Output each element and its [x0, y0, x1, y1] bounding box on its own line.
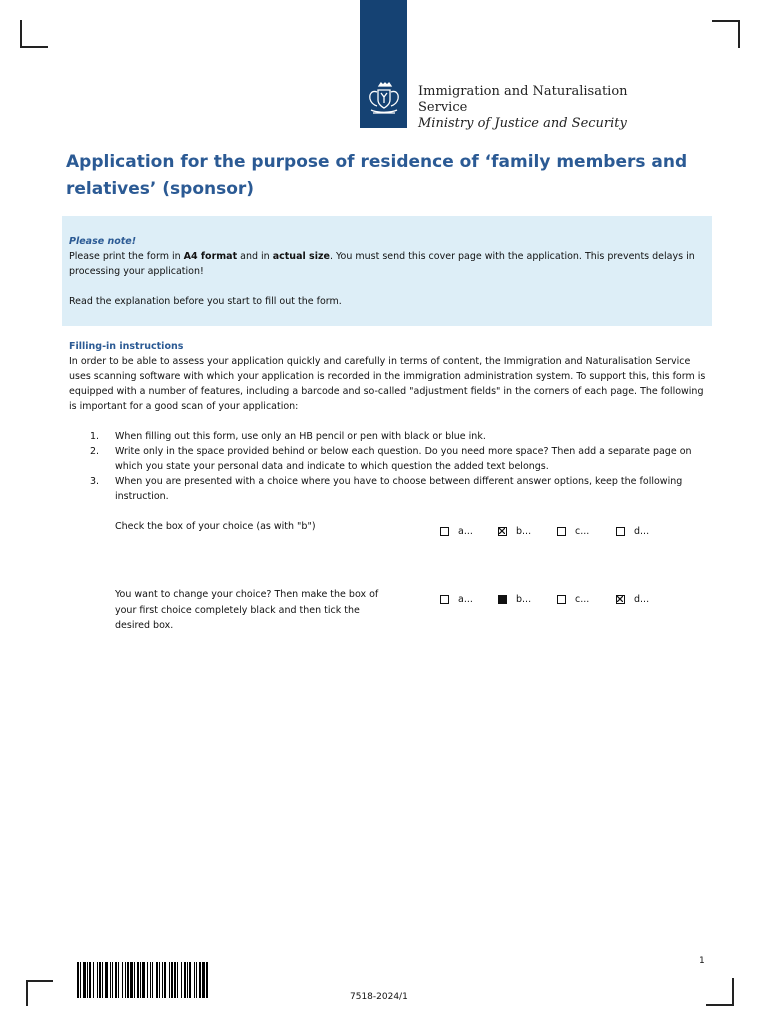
checkbox-icon[interactable] [557, 595, 566, 604]
page-number: 1 [699, 956, 705, 966]
corner-mark-bottom-left [26, 980, 53, 1006]
barcode-icon [77, 962, 282, 998]
corner-mark-bottom-right [706, 978, 734, 1006]
checked-checkbox-icon[interactable] [498, 527, 507, 536]
corner-mark-top-right [712, 20, 740, 48]
choice-option-d[interactable]: d... [616, 594, 649, 605]
checkbox-icon[interactable] [440, 595, 449, 604]
instruction-steps [90, 429, 710, 504]
agency-name-line2: Service [418, 100, 468, 115]
choice-option-c[interactable]: c... [557, 594, 589, 605]
notice-print-instruction: Please print the form in A4 format and in actual size. You must send this cover page with the application. This prevents delays in processing your application! [69, 251, 695, 277]
checkbox-icon[interactable] [557, 527, 566, 536]
notice-box [62, 216, 712, 326]
notice-heading: Please note! [69, 236, 137, 247]
section-heading: Filling-in instructions [69, 341, 184, 352]
filling-instructions [69, 339, 709, 414]
government-logo-bar [360, 0, 407, 128]
blacked-out-checkbox-icon[interactable] [498, 595, 507, 604]
choice-option-c[interactable]: c... [557, 526, 589, 537]
instruction-step: 2. Write only in the space provided behind or below each question. Do you need more space? Then add a separate page on which you state your personal data and indicate to which question the added text belongs. [90, 446, 692, 472]
form-title: Application for the purpose of residence of ‘family members and relatives’ (sponsor) [66, 152, 688, 199]
choice-option-b[interactable]: b... [498, 594, 531, 605]
agency-name-line1: Immigration and Naturalisation [418, 84, 628, 99]
example-check-text: Check the box of your choice (as with "b") [115, 521, 316, 532]
instruction-step: 3. When you are presented with a choice where you have to choose between different answer options, keep the following instruction. [90, 476, 683, 502]
form-code: 7518-2024/1 [350, 992, 408, 1002]
ministry-name: Ministry of Justice and Security [418, 116, 627, 131]
choice-option-d[interactable]: d... [616, 526, 649, 537]
coat-of-arms-icon [362, 80, 405, 118]
instruction-step: 1. When filling out this form, use only an HB pencil or pen with black or blue ink. [90, 431, 486, 442]
corner-mark-top-left [20, 20, 48, 48]
instructions-intro: In order to be able to assess your application quickly and carefully in terms of content, the Immigration and Naturalisation Service uses scanning software with which your application is recorded in the immigration administration system. To support this, this form is equipped with a number of features, including a barcode and so-called "adjustment fields" in the corners of each page. The following is important for a good scan of your application: [69, 356, 706, 412]
choice-option-b[interactable]: b... [498, 526, 531, 537]
choice-option-a[interactable]: a... [440, 526, 473, 537]
agency-name [418, 84, 628, 132]
notice-read-explanation: Read the explanation before you start to fill out the form. [69, 296, 342, 307]
checked-checkbox-icon[interactable] [616, 595, 625, 604]
checkbox-icon[interactable] [440, 527, 449, 536]
checkbox-icon[interactable] [616, 527, 625, 536]
example-change-text: You want to change your choice? Then make the box of your first choice completely black and then tick the desired box. [115, 589, 379, 631]
choice-option-a[interactable]: a... [440, 594, 473, 605]
